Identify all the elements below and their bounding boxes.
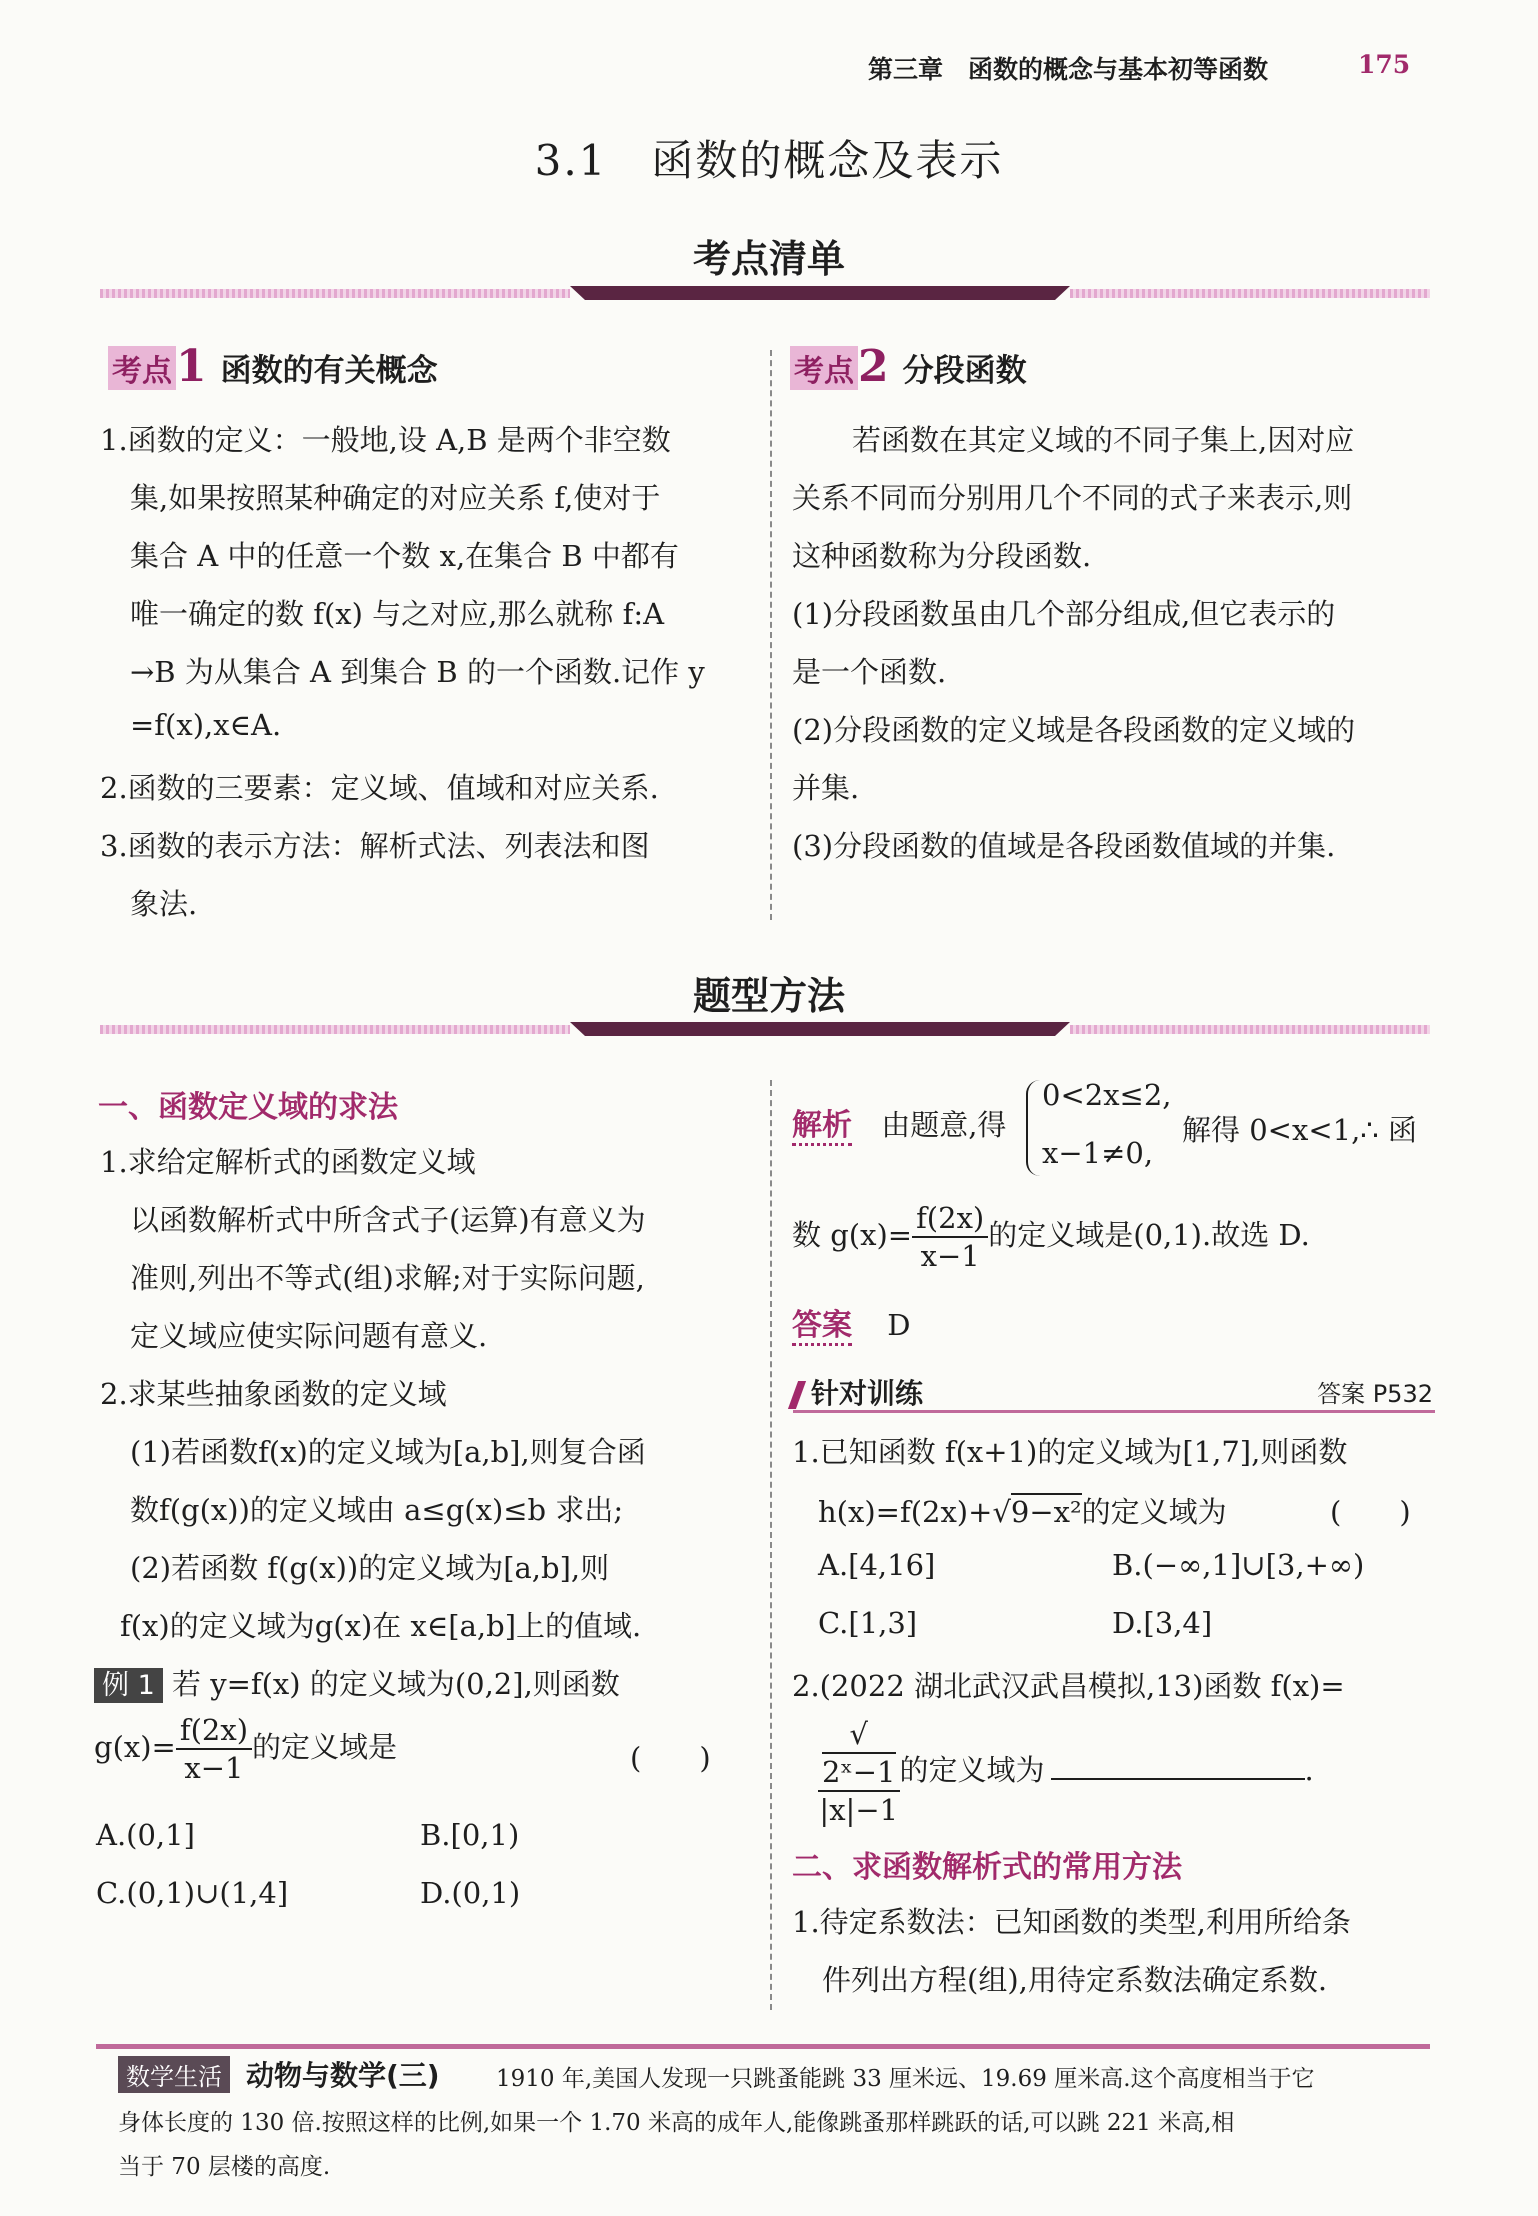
option-c: C.(0,1)∪(1,4] <box>96 1876 289 1910</box>
answer-paren: ( ) <box>630 1741 711 1775</box>
training-answer-ref: 答案 P532 <box>1317 1380 1433 1408</box>
kd1-line: 1.函数的定义：一般地,设 A,B 是两个非空数 <box>100 423 671 457</box>
kd2-line: 是一个函数. <box>792 655 947 689</box>
kd2-line: 这种函数称为分段函数. <box>792 539 1092 573</box>
example-1 <box>94 1662 620 1703</box>
analysis-line-2 <box>792 1200 1310 1274</box>
column-divider <box>770 1080 772 2010</box>
g-lhs: g(x)= <box>94 1730 176 1764</box>
kaodian-name: 分段函数 <box>902 353 1027 389</box>
kd2-line: 若函数在其定义域的不同子集上,因对应 <box>852 423 1355 457</box>
kd1-line: 3.函数的表示方法：解析式法、列表法和图 <box>100 829 650 863</box>
section-title: 3.1 函数的概念及表示 <box>534 136 1004 185</box>
kd1-line: =f(x),x∈A. <box>130 708 282 742</box>
left2-line: 定义域应使实际问题有意义. <box>130 1319 488 1353</box>
band-title-kaodian: 考点清单 <box>692 237 845 281</box>
option-a: A.(0,1] <box>96 1818 195 1852</box>
kaodian-2-heading <box>790 341 1027 392</box>
kd1-line: 象法. <box>130 887 198 921</box>
kaodian-name: 函数的有关概念 <box>220 353 438 389</box>
left2-line: 以函数解析式中所含式子(运算)有意义为 <box>130 1203 646 1237</box>
kd1-line: 2.函数的三要素：定义域、值域和对应关系. <box>100 771 659 805</box>
kd2-line: (1)分段函数虽由几个部分组成,但它表示的 <box>792 597 1336 631</box>
left2-line: 准则,列出不等式(组)求解;对于实际问题, <box>130 1261 645 1295</box>
fraction <box>912 1200 988 1274</box>
kd1-line: 唯一确定的数 f(x) 与之对应,那么就称 f:A <box>130 597 665 631</box>
example-function <box>94 1712 397 1786</box>
method-line: 件列出方程(组),用待定系数法确定系数. <box>822 1963 1328 1997</box>
left2-line: (1)若函数f(x)的定义域为[a,b],则复合函 <box>130 1435 646 1469</box>
q2-numerator: 2ˣ−1 <box>822 1752 896 1790</box>
method-heading-1: 一、函数定义域的求法 <box>98 1090 398 1125</box>
q1-option-b: B.(−∞,1]∪[3,+∞) <box>1112 1548 1365 1582</box>
answer-label: 答案 <box>792 1308 852 1346</box>
method-line: 1.待定系数法：已知函数的类型,利用所给条 <box>792 1905 1351 1939</box>
training-title-wrap <box>793 1372 923 1412</box>
q2-denominator: |x|−1 <box>819 1793 899 1827</box>
fraction-numerator: f(2x) <box>176 1712 252 1750</box>
q1-pre: h(x)=f(2x)+ <box>818 1495 993 1529</box>
kd2-line: 关系不同而分别用几个不同的式子来表示,则 <box>792 481 1353 515</box>
g-tail: 的定义域是 <box>252 1730 398 1764</box>
analysis-label: 解析 <box>792 1108 852 1146</box>
training-header <box>793 1370 1435 1413</box>
example-text: 若 y=f(x) 的定义域为(0,2],则函数 <box>171 1667 620 1701</box>
kd1-line: 集合 A 中的任意一个数 x,在集合 B 中都有 <box>130 539 679 573</box>
q1-sqrt-body: 9−x² <box>1010 1495 1082 1529</box>
system-eq-1: 0<2x≤2, <box>1042 1078 1172 1112</box>
left2-line: f(x)的定义域为g(x)在 x∈[a,b]上的值域. <box>120 1609 642 1643</box>
system-eq-2: x−1≠0, <box>1042 1136 1154 1170</box>
math-life-line: 1910 年,美国人发现一只跳蚤能跳 33 厘米远、19.69 厘米高.这个高度相当于它 <box>496 2066 1315 2092</box>
sqrt-icon: √ <box>992 1495 1011 1529</box>
analysis-post: 解得 0<x<1,∴ 函 <box>1182 1113 1417 1147</box>
answer-line <box>792 1300 910 1344</box>
left2-line: 2.求某些抽象函数的定义域 <box>100 1377 447 1411</box>
kd2-line: (3)分段函数的值域是各段函数值域的并集. <box>792 829 1336 863</box>
q1-option-a: A.[4,16] <box>818 1548 936 1582</box>
option-b: B.[0,1) <box>420 1818 520 1852</box>
kaodian-1-heading <box>108 341 438 392</box>
answer-blank <box>1051 1778 1305 1780</box>
option-d: D.(0,1) <box>420 1876 521 1910</box>
fraction <box>176 1712 252 1786</box>
left2-line: (2)若函数 f(g(x))的定义域为[a,b],则 <box>130 1551 610 1585</box>
q2-line-1: 2.(2022 湖北武汉武昌模拟,13)函数 f(x)= <box>792 1669 1345 1703</box>
math-life-line: 当于 70 层楼的高度. <box>118 2154 331 2180</box>
q1-option-d: D.[3,4] <box>1112 1606 1213 1640</box>
math-life-line: 身体长度的 130 倍.按照这样的比例,如果一个 1.70 米高的成年人,能像跳蚤那样跳跃的话,可以跳 221 米高,相 <box>118 2110 1235 2136</box>
example-badge: 例 1 <box>94 1668 163 1703</box>
column-divider <box>770 350 772 920</box>
math-life-title: 动物与数学(三) <box>246 2059 440 2092</box>
left2-line: 数f(g(x))的定义域由 a≤g(x)≤b 求出; <box>130 1493 624 1527</box>
q2-line-2: √ 2ˣ−1 |x|−1 的定义域为 . <box>819 1717 1314 1827</box>
kaodian-tag: 考点 <box>108 346 176 390</box>
answer-value: D <box>887 1308 911 1342</box>
fraction-numerator: √ 2ˣ−1 <box>818 1716 900 1792</box>
kaodian-tag: 考点 <box>790 346 858 390</box>
q1-paren: ( ) <box>1330 1495 1411 1529</box>
chapter-heading: 第三章 函数的概念与基本初等函数 <box>868 55 1269 84</box>
q1-line-1: 1.已知函数 f(x+1)的定义域为[1,7],则函数 <box>792 1435 1348 1469</box>
kd1-line: 集,如果按照某种确定的对应关系 f,使对于 <box>130 481 661 515</box>
kd1-line: →B 为从集合 A 到集合 B 的一个函数.记作 y <box>130 655 705 689</box>
fraction-numerator: f(2x) <box>912 1200 988 1238</box>
kaodian-number: 2 <box>858 341 889 392</box>
q1-line-2 <box>818 1490 1227 1531</box>
pen-icon <box>788 1381 806 1409</box>
fraction-denominator: x−1 <box>184 1751 244 1785</box>
q2-post: 的定义域为 <box>899 1753 1045 1787</box>
method-heading-2: 二、求函数解析式的常用方法 <box>792 1850 1182 1885</box>
training-title: 针对训练 <box>811 1377 924 1410</box>
band-title-tixing: 题型方法 <box>692 974 845 1018</box>
page-number: 175 <box>1358 50 1411 79</box>
q1-option-c: C.[1,3] <box>818 1606 918 1640</box>
math-life-badge: 数学生活 <box>118 2056 230 2093</box>
section-band <box>100 1022 1430 1036</box>
kaodian-number: 1 <box>176 341 207 392</box>
analysis-line-1 <box>792 1100 1006 1144</box>
fraction <box>818 1716 900 1828</box>
q1-post: 的定义域为 <box>1081 1495 1227 1529</box>
kd2-line: (2)分段函数的定义域是各段函数的定义域的 <box>792 713 1356 747</box>
analysis-line2-post: 的定义域是(0,1).故选 D. <box>988 1218 1310 1252</box>
section-band <box>100 286 1430 300</box>
analysis-line2-pre: 数 g(x)= <box>792 1218 913 1252</box>
analysis-pre: 由题意,得 <box>881 1108 1007 1142</box>
footer-rule <box>96 2044 1430 2049</box>
fraction-denominator: x−1 <box>920 1239 980 1273</box>
left2-line: 1.求给定解析式的函数定义域 <box>100 1145 476 1179</box>
system-brace <box>1026 1080 1042 1176</box>
kd2-line: 并集. <box>792 771 860 805</box>
